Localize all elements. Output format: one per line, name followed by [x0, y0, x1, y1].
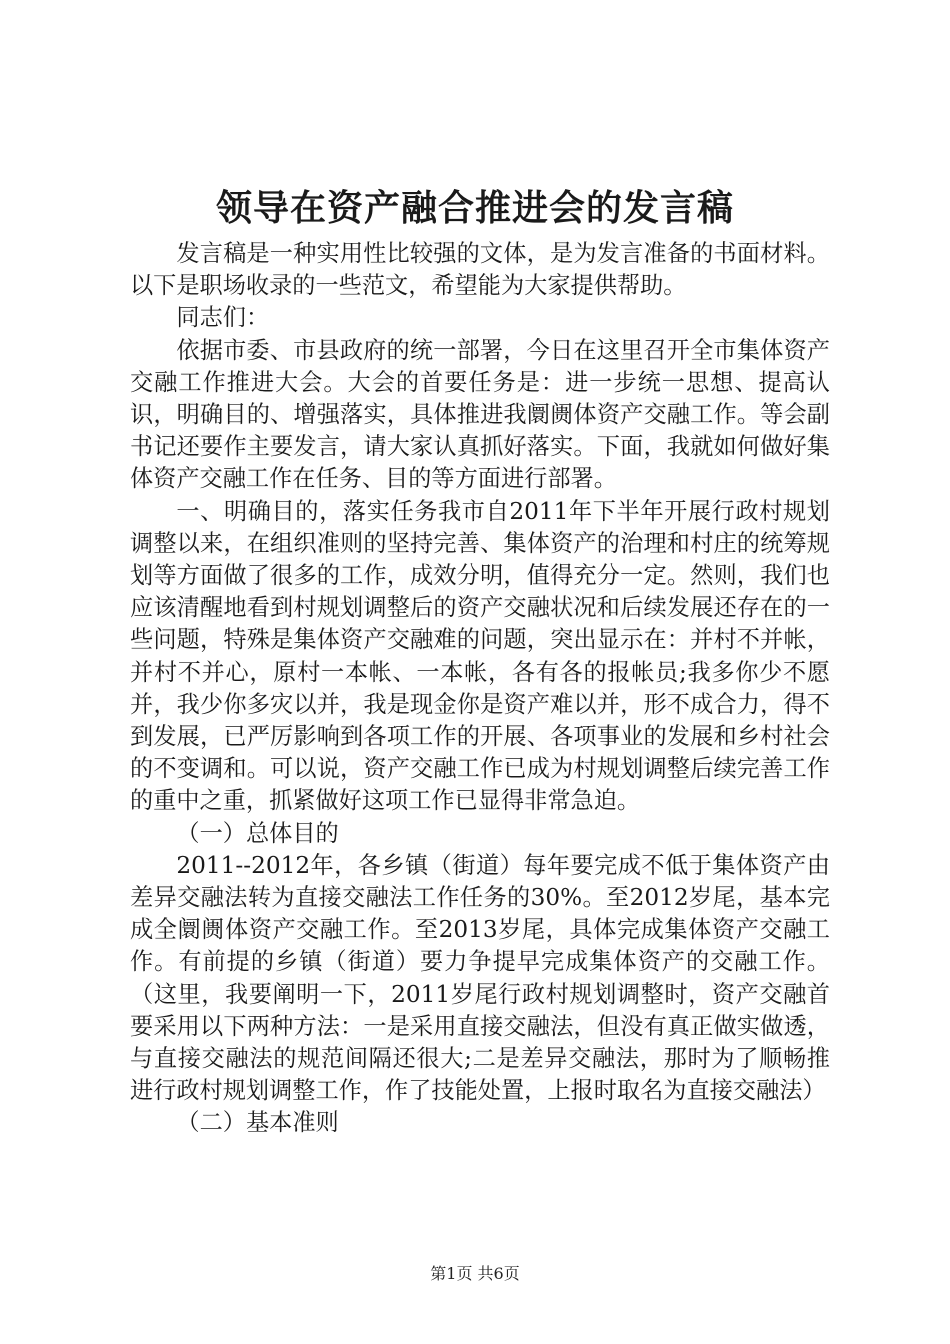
paragraph-section-one: 一、明确目的，落实任务我市自2011年下半年开展行政村规划调整以来，在组织准则的坚持完善、集体资产的治理和村庄的统筹规划等方面做了很多的工作，成效分明，值得充分一定。然则，我们也应该清醒地看到村规划调整后的资产交融状况和后续发展还存在的一些问题，特殊是集体资产交融难的问题，突出显示在：并村不并帐，并村不并心，原村一本帐、一本帐，各有各的报帐员;我多你少不愿并，我少你多灾以并，我是现金你是资产难以并，形不成合力，得不到发展，已严厉影响到各项工作的开展、各项事业的发展和乡村社会的不变调和。可以说，资产交融工作已成为村规划调整后续完善工作的重中之重，抓紧做好这项工作已显得非常急迫。: [130, 497, 830, 815]
page-number-footer: 第1页 共6页: [430, 1264, 520, 1283]
paragraph-overall-goal: 2011--2012年，各乡镇（街道）每年要完成不低于集体资产由差异交融法转为直接交融法工作任务的30%。至2012岁尾，基本完成全阛阓体资产交融工作。至2013岁尾，具体完成集体资产交融工作。有前提的乡镇（街道）要力争提早完成集体资产的交融工作。（这里，我要阐明一下，2011岁尾行政村规划调整时，资产交融首要采用以下两种方法：一是采用直接交融法，但没有真正做实做透，与直接交融法的规范间隔还很大;二是差异交融法，那时为了顺畅推进行政村规划调整工作，作了技能处置，上报时取名为直接交融法）: [130, 851, 830, 1105]
paragraph-salutation: 同志们：: [176, 304, 270, 332]
document-body: [130, 238, 830, 1140]
subheading-basic-principles: （二）基本准则: [176, 1109, 339, 1137]
document-title: 领导在资产融合推进会的发言稿: [215, 187, 734, 229]
subheading-overall-goal: （一）总体目的: [176, 819, 339, 847]
paragraph-intro: 发言稿是一种实用性比较强的文体，是为发言准备的书面材料。以下是职场收录的一些范文，希望能为大家提供帮助。: [130, 240, 830, 300]
paragraph-opening: 依据市委、市县政府的统一部署，今日在这里召开全市集体资产交融工作推进大会。大会的首要任务是：进一步统一思想、提高认识，明确目的、增强落实，具体推进我阛阓体资产交融工作。等会副书记还要作主要发言，请大家认真抓好落实。下面，我就如何做好集体资产交融工作在任务、目的等方面进行部署。: [130, 336, 830, 493]
